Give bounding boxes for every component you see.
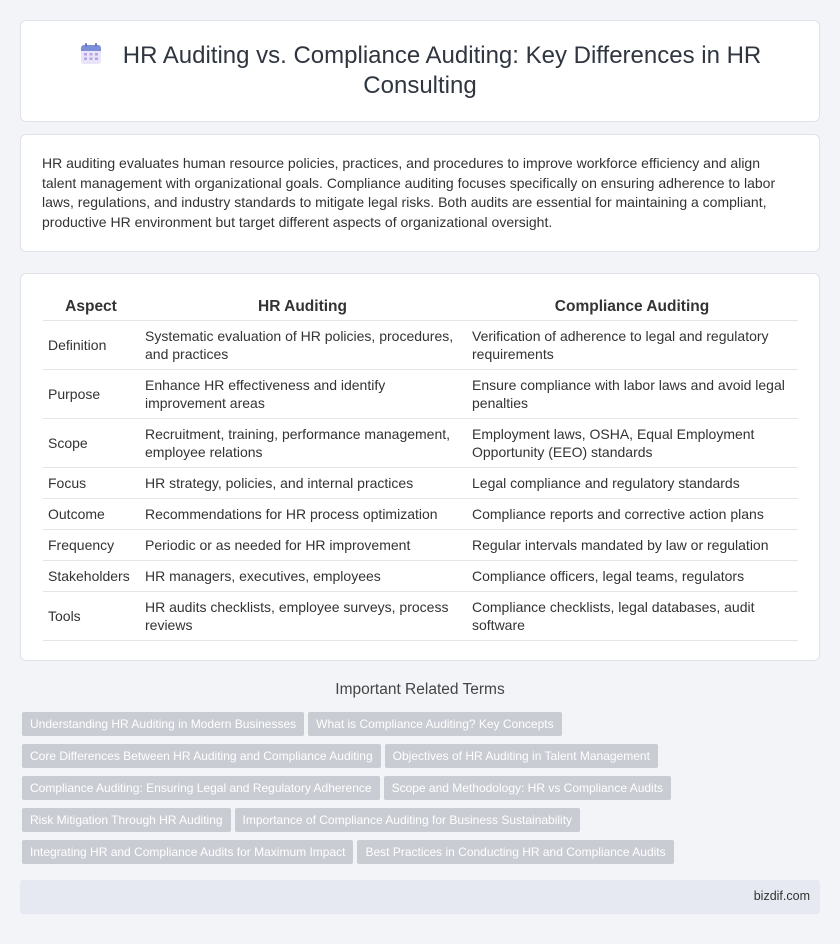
cell-hr: Enhance HR effectiveness and identify improvement areas	[139, 370, 466, 419]
cell-aspect: Outcome	[43, 499, 139, 530]
page-title	[71, 41, 769, 101]
related-term-link[interactable]: Scope and Methodology: HR vs Compliance Audits	[384, 776, 671, 800]
cell-aspect: Tools	[43, 592, 139, 641]
header-hr-auditing: HR Auditing	[139, 296, 466, 321]
cell-hr: Systematic evaluation of HR policies, procedures, and practices	[139, 321, 466, 370]
cell-compliance: Compliance officers, legal teams, regulators	[466, 561, 798, 592]
header-card	[20, 20, 820, 122]
site-name[interactable]: bizdif.com	[753, 889, 810, 903]
cell-aspect: Scope	[43, 419, 139, 468]
cell-hr: Periodic or as needed for HR improvement	[139, 530, 466, 561]
table-row	[43, 468, 798, 499]
cell-compliance: Ensure compliance with labor laws and avoid legal penalties	[466, 370, 798, 419]
cell-aspect: Stakeholders	[43, 561, 139, 592]
calendar-icon	[79, 42, 103, 66]
footer	[20, 880, 820, 914]
comparison-table	[43, 296, 798, 641]
intro-card	[20, 134, 820, 252]
cell-aspect: Focus	[43, 468, 139, 499]
related-terms-list	[22, 712, 822, 872]
related-term-link[interactable]: What is Compliance Auditing? Key Concepts	[308, 712, 561, 736]
related-term-link[interactable]: Understanding HR Auditing in Modern Businesses	[22, 712, 304, 736]
related-term-link[interactable]: Importance of Compliance Auditing for Business Sustainability	[235, 808, 581, 832]
cell-hr: Recommendations for HR process optimization	[139, 499, 466, 530]
cell-compliance: Compliance checklists, legal databases, audit software	[466, 592, 798, 641]
table-row	[43, 561, 798, 592]
cell-compliance: Verification of adherence to legal and regulatory requirements	[466, 321, 798, 370]
cell-compliance: Legal compliance and regulatory standards	[466, 468, 798, 499]
related-term-link[interactable]: Best Practices in Conducting HR and Compliance Audits	[357, 840, 673, 864]
cell-hr: Recruitment, training, performance management, employee relations	[139, 419, 466, 468]
cell-aspect: Frequency	[43, 530, 139, 561]
table-row	[43, 499, 798, 530]
table-row	[43, 370, 798, 419]
related-terms-title: Important Related Terms	[335, 681, 505, 698]
header-compliance-auditing: Compliance Auditing	[466, 296, 798, 321]
table-header-row	[43, 296, 798, 321]
cell-compliance: Compliance reports and corrective action plans	[466, 499, 798, 530]
cell-hr: HR audits checklists, employee surveys, process reviews	[139, 592, 466, 641]
table-row	[43, 530, 798, 561]
cell-compliance: Employment laws, OSHA, Equal Employment Opportunity (EEO) standards	[466, 419, 798, 468]
cell-aspect: Purpose	[43, 370, 139, 419]
comparison-card	[20, 273, 820, 661]
related-term-link[interactable]: Risk Mitigation Through HR Auditing	[22, 808, 231, 832]
table-row	[43, 321, 798, 370]
table-row	[43, 592, 798, 641]
intro-text: HR auditing evaluates human resource policies, practices, and procedures to improve workforce efficiency and align talent management with organizational goals. Compliance auditing focuses specifically on ensuring adherence to labor laws, regulations, and industry standards to mitigate legal risks. Both audits are essential for maintaining a compliant, productive HR environment but target different aspects of organizational oversight.	[42, 155, 776, 230]
cell-hr: HR managers, executives, employees	[139, 561, 466, 592]
related-term-link[interactable]: Compliance Auditing: Ensuring Legal and Regulatory Adherence	[22, 776, 380, 800]
cell-hr: HR strategy, policies, and internal practices	[139, 468, 466, 499]
related-term-link[interactable]: Integrating HR and Compliance Audits for Maximum Impact	[22, 840, 353, 864]
table-row	[43, 419, 798, 468]
page-title-text: HR Auditing vs. Compliance Auditing: Key Differences in HR Consulting	[122, 42, 762, 99]
related-term-link[interactable]: Core Differences Between HR Auditing and Compliance Auditing	[22, 744, 381, 768]
cell-compliance: Regular intervals mandated by law or regulation	[466, 530, 798, 561]
header-aspect: Aspect	[43, 296, 139, 321]
cell-aspect: Definition	[43, 321, 139, 370]
related-term-link[interactable]: Objectives of HR Auditing in Talent Management	[385, 744, 658, 768]
